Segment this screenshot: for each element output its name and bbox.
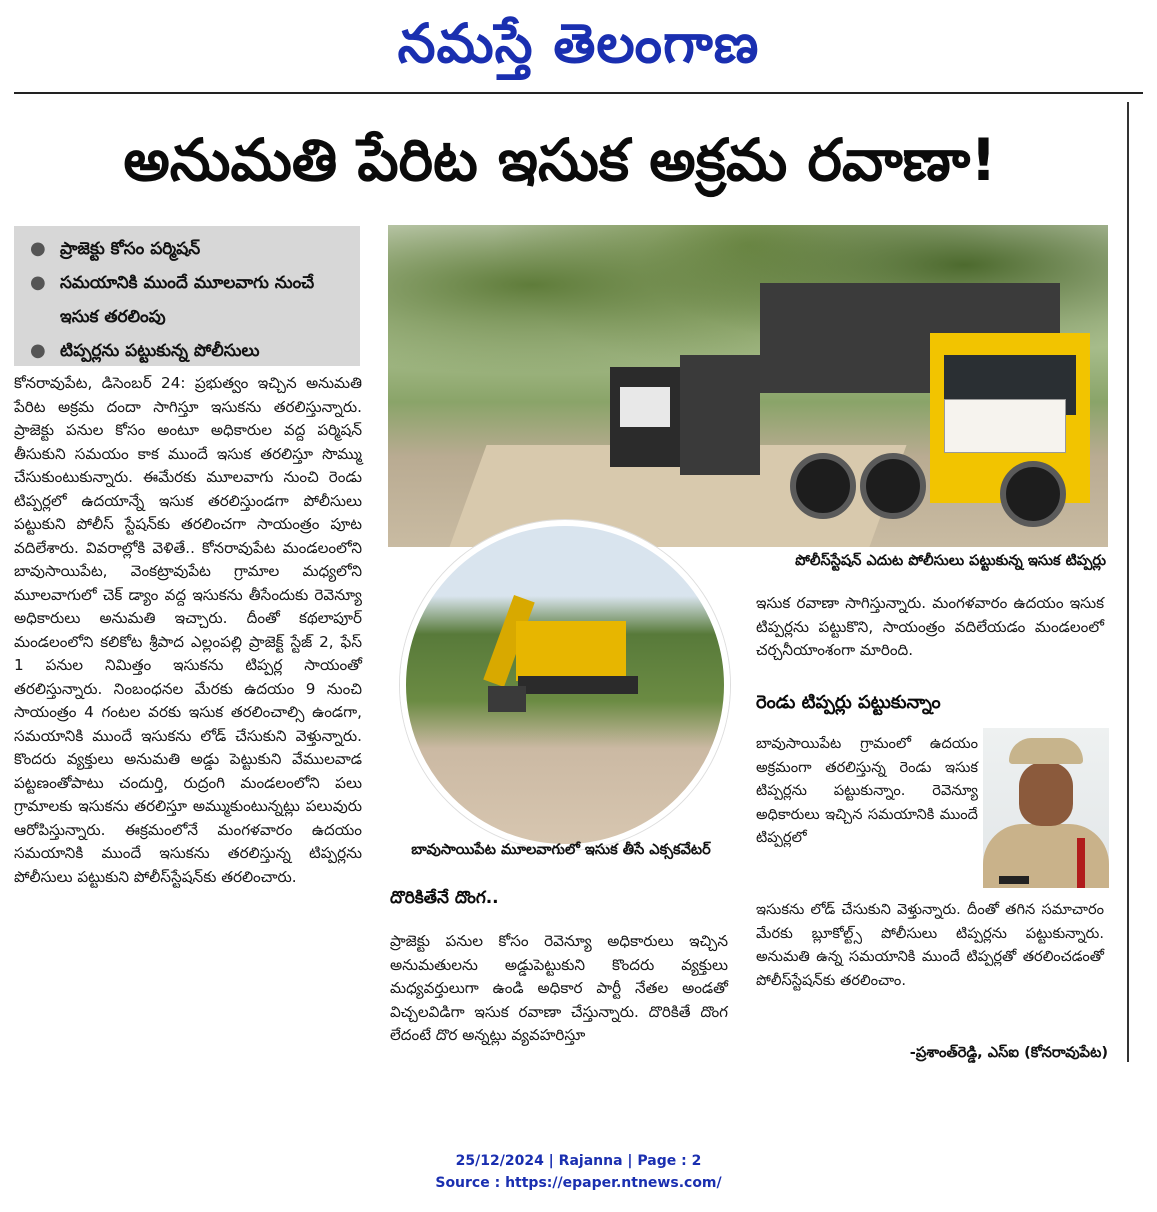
excavator-caption: బావుసాయిపేట మూలవాగులో ఇసుక తీసే ఎక్సకవేటర్ <box>411 842 711 858</box>
bullet-icon: ● <box>30 238 46 259</box>
wheel-icon <box>860 453 926 519</box>
highlight-item <box>30 334 352 368</box>
truck-middle <box>680 355 760 475</box>
article-column-2 <box>390 930 728 1048</box>
truck-small <box>610 367 680 467</box>
trucks-photo <box>388 225 1108 547</box>
article-text: కోనరావుపేట, డిసెంబర్ 24: ప్రభుత్వం ఇచ్చిన అనుమతి పేరిట అక్రమ దందా సాగిస్తూ ఇసుకను తరలిస్తున్నారు. ప్రాజెక్టు పనుల కోసం అంటూ అధికారుల వద్ద పర్మిషన్ తీసుకుని సమయం కాక ముందే ఇసుక తరలిస్తూ సొమ్ము చేసుకుంటుకున్నారు. ఈమేరకు మూలవాగు నుంచి రెండు టిప్పర్లలో ఉదయాన్నే ఇసుక తరలిస్తుండగా పోలీసులు పట్టుకుని పోలీస్ స్టేషన్‌కు తరలించగా సాయంత్రం పూట వదిలేశారు. వివరాల్లోకి వెళితే.. కోనరావుపేట మండలంలోని బావుసాయిపేట, వెంకట్రావుపేట గ్రామాల మధ్యలోని మూలవాగులో చెక్ డ్యాం వద్ద ఇసుకను తీసేందుకు రెవెన్యూ అధికారులు అనుమతి ఇచ్చారు. దీంతో కథలాపూర్ మండలంలోని కలికోట శ్రీపాద ఎల్లంపల్లి ప్రాజెక్ట్ స్టేజ్ 2, ఫేస్ 1 పనుల నిమిత్తం ఇసుకను టిప్పర్ల సాయంతో తరలిస్తున్నారు. నింబంధనల మేరకు ఉదయం 9 నుంచి సాయంత్రం 4 గంటల వరకు ఇసుక తరలించాల్సి ఉండగా, సమయానికి ముందే ఇసుకను లోడ్ చేసుకుని వెళ్తున్నారు. కొందరు వ్యక్తులు అనుమతి అడ్డు పెట్టుకుని వేములవాడ పట్టణంతోపాటు చందుర్తి, రుద్రంగి మండలంలోని పలు గ్రామాలకు ఇసుకను తరలిస్తూ అమ్ముకుంటున్నట్లు పలువురు ఆరోపిస్తున్నారు. ఈక్రమంలోనే మంగళవారం ఉదయం సమయానికి ముందే ఇసుకను తరలిస్తున్న టిప్పర్లను పోలీసులు పట్టుకుని పోలీస్‌స్టేషన్‌కు తరలించారు. <box>14 374 362 886</box>
excavator-track <box>518 676 638 694</box>
wheel-icon <box>1000 461 1066 527</box>
officer-portrait <box>983 728 1109 888</box>
headline: అనుమతి పేరిట ఇసుక అక్రమ రవాణా! <box>123 126 997 194</box>
masthead-rule <box>14 92 1143 94</box>
column-divider <box>1127 102 1129 1062</box>
quote-column <box>756 732 978 850</box>
quote-signoff: -ప్రశాంత్‌రెడ్డి, ఎస్ఐ (కోనరావుపేట) <box>909 1044 1108 1061</box>
excavator-photo <box>400 520 730 850</box>
bullet-icon: ● <box>30 340 46 361</box>
quote-text: బావుసాయిపేట గ్రామంలో ఉదయం అక్రమంగా తరలిస్తున్న రెండు ఇసుక టిప్పర్లను పట్టుకున్నాం. రెవెన్యూ అధికారులు ఇచ్చిన సమయానికి ముందే టిప్పర్లలో <box>756 735 978 846</box>
highlight-text: టిప్పర్లను పట్టుకున్న పోలీసులు <box>60 341 260 361</box>
article-column-3 <box>756 592 1104 663</box>
article-column-1 <box>14 372 362 889</box>
quote-text: ఇసుకను లోడ్ చేసుకుని వెళ్తున్నారు. దీంతో తగిన సమాచారం మేరకు బ్లూకోల్ట్స్ పోలీసులు టిప్పర్లను పట్టుకున్నారు. అనుమతి ఉన్న సమయానికి ముందే టిప్పర్లతో తరలించడంతో పోలీస్‌స్టేషన్‌కు తరలించాం. <box>756 901 1104 989</box>
excavator-bucket <box>488 686 526 712</box>
name-badge <box>999 876 1029 884</box>
page-footer <box>0 1150 1157 1194</box>
highlight-item <box>30 266 352 334</box>
police-cap <box>1009 738 1083 764</box>
truck-banner <box>944 399 1066 453</box>
masthead-logo: నమస్తే తెలంగాణ <box>397 11 760 75</box>
highlight-item <box>30 232 352 266</box>
subheading-quote: రెండు టిప్పర్లు పట్టుకున్నాం <box>756 692 941 713</box>
truck-main <box>760 283 1090 523</box>
excavator-body <box>516 621 626 681</box>
footer-source-line: Source : https://epaper.ntnews.com/ <box>435 1175 722 1191</box>
quote-column-continued <box>756 898 1104 992</box>
highlights-box <box>14 226 360 366</box>
article-text: ఇసుక రవాణా సాగిస్తున్నారు. మంగళవారం ఉదయం ఇసుక టిప్పర్లను పట్టుకొని, సాయంత్రం వదిలేయడం మండలంలో చర్చనీయాంశంగా మారింది. <box>756 594 1104 659</box>
bullet-icon: ● <box>30 272 46 293</box>
wheel-icon <box>790 453 856 519</box>
highlight-text: ప్రాజెక్టు కోసం పర్మిషన్ <box>60 239 201 259</box>
article-text: ప్రాజెక్టు పనుల కోసం రెవెన్యూ అధికారులు ఇచ్చిన అనుమతులను అడ్డుపెట్టుకుని కొందరు వ్యక్తులు మధ్యవర్తులుగా ఉండి అధికార పార్టీ నేతల అండతో విచ్చలవిడిగా ఇసుక రవాణా చేస్తున్నారు. దొరికితే దొంగ లేదంటే దొర అన్నట్లు వ్యవహరిస్తూ <box>390 932 728 1044</box>
subheading-caught-thief: దొరికితేనే దొంగ.. <box>390 888 499 908</box>
highlight-text: సమయానికి ముందే మూలవాగు నుంచే ఇసుక తరలింపు <box>60 273 315 327</box>
footer-date-line: 25/12/2024 | Rajanna | Page : 2 <box>455 1153 702 1169</box>
trucks-caption: పోలీస్‌స్టేషన్ ఎదుట పోలీసులు పట్టుకున్న ఇసుక టిప్పర్లు <box>795 553 1106 569</box>
